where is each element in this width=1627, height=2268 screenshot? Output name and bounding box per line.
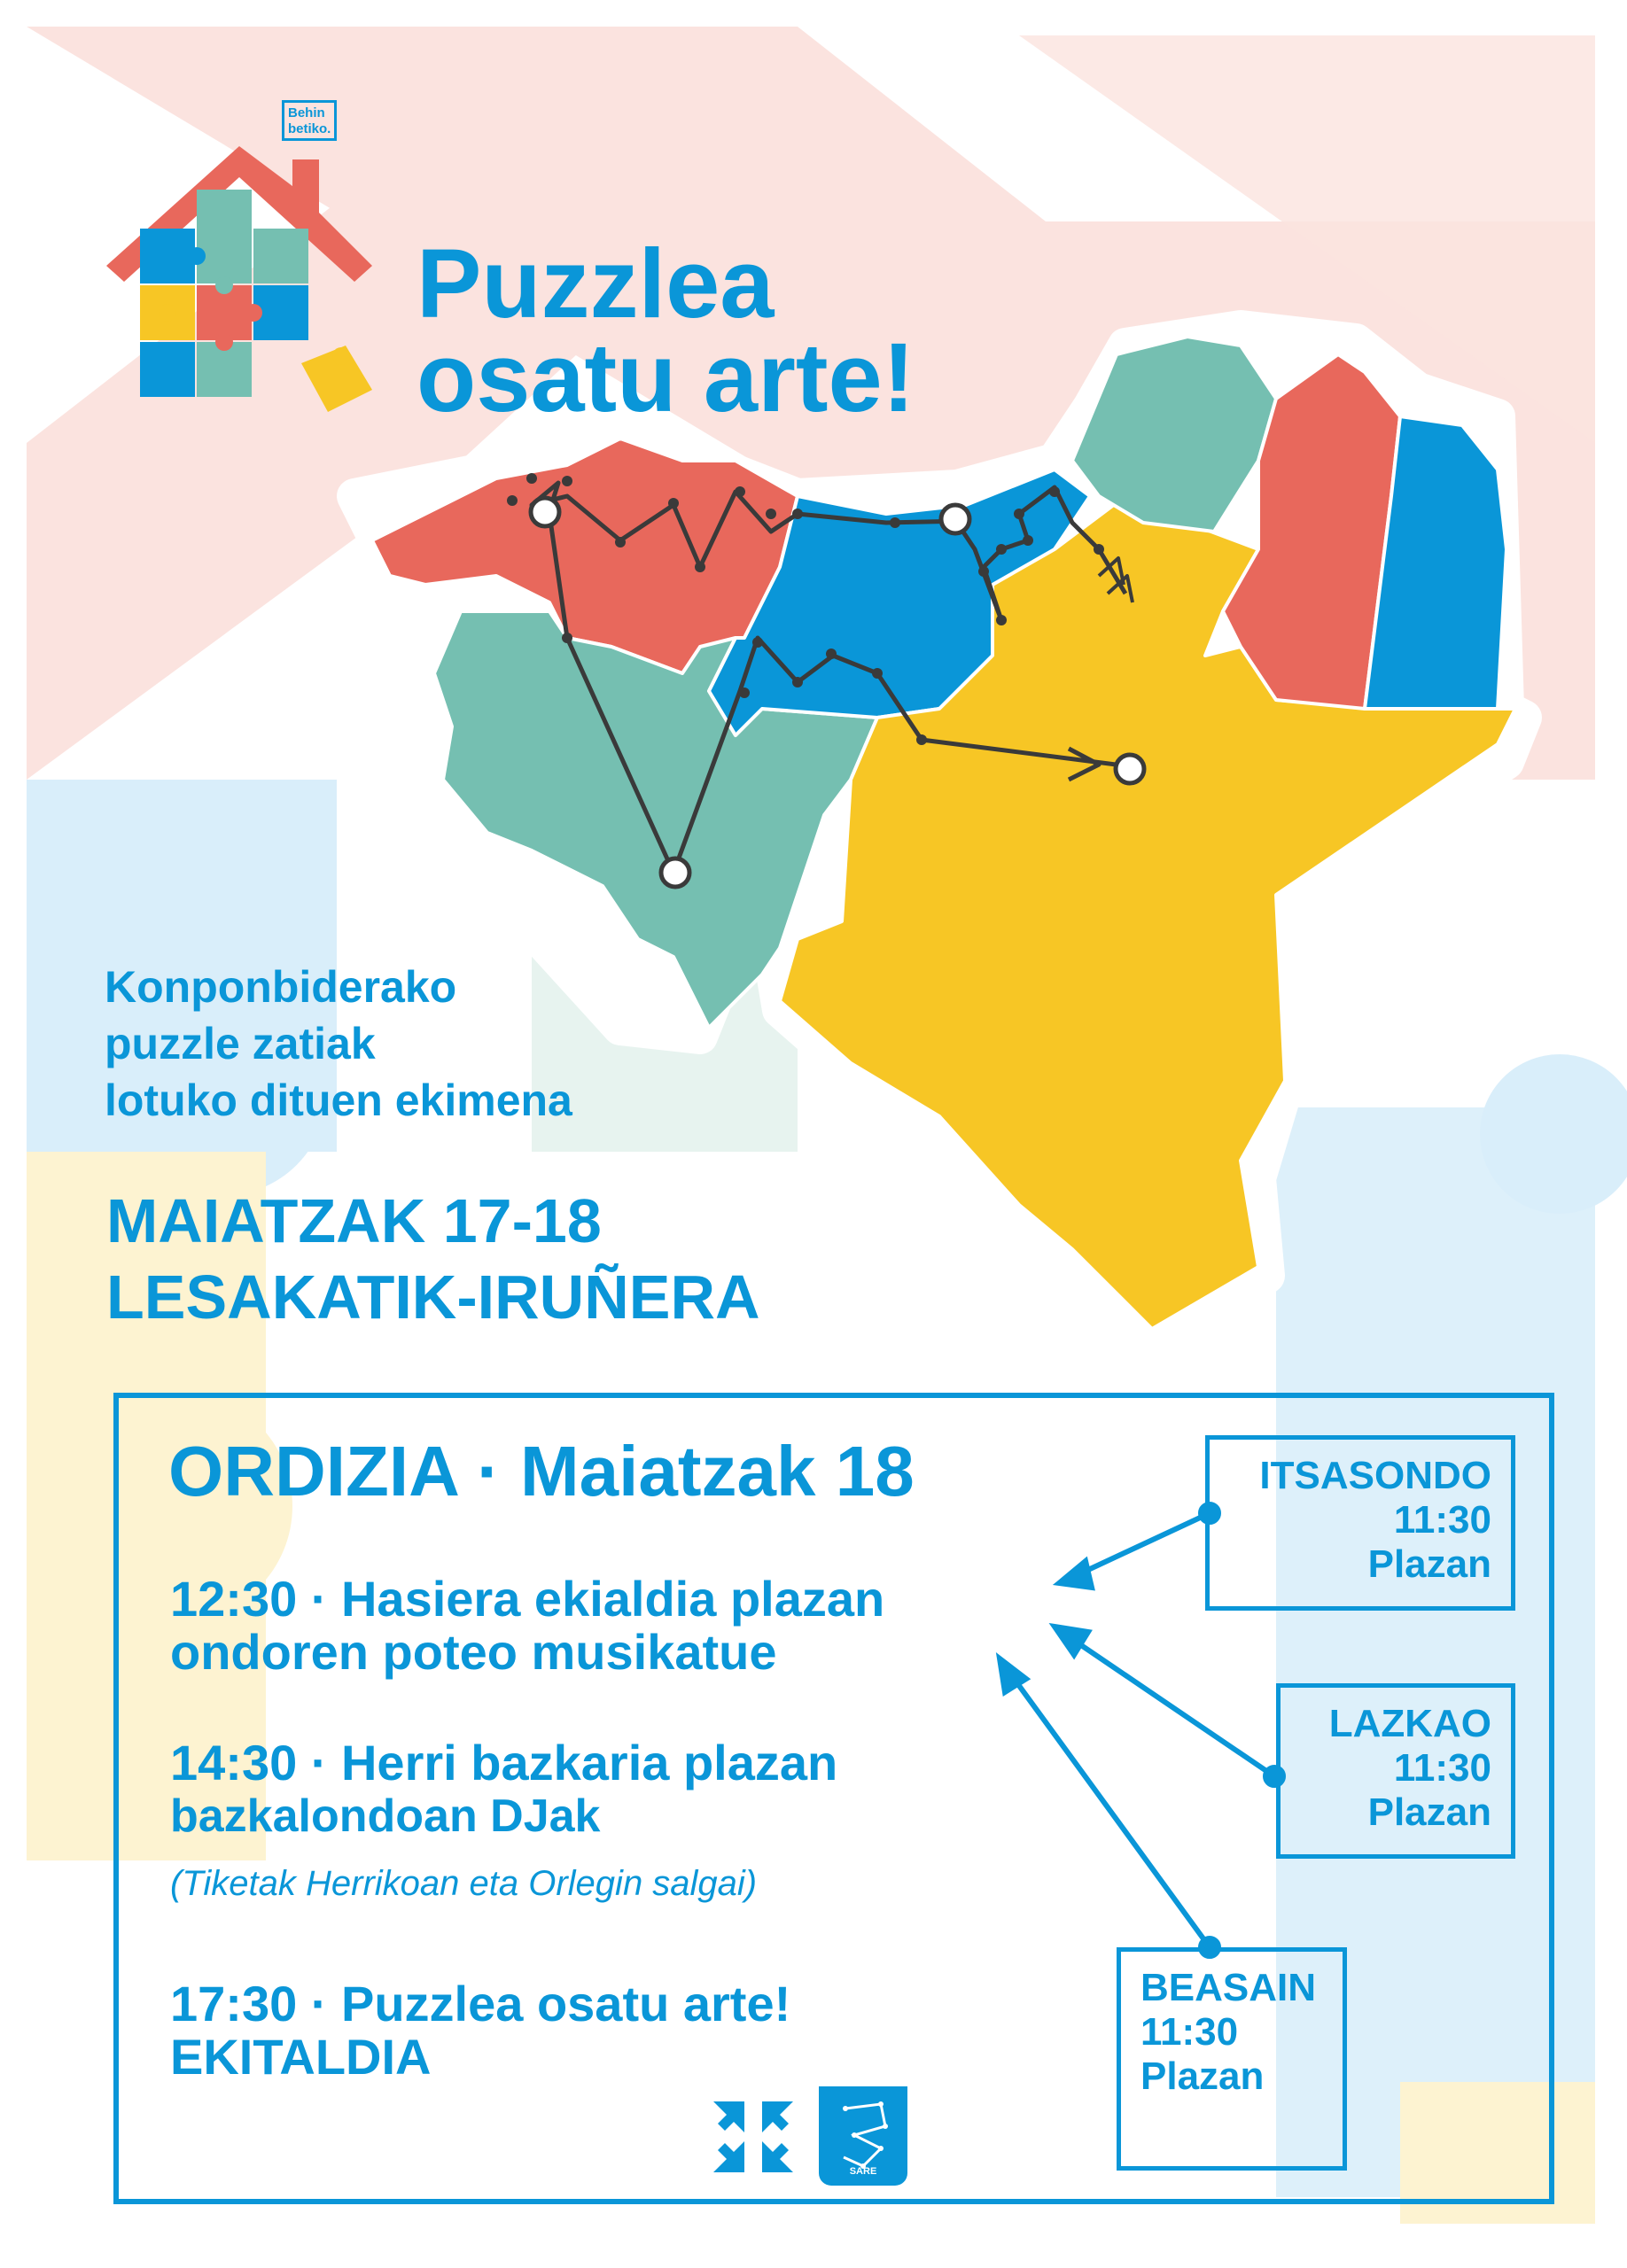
event-3-title: 17:30 · Puzzlea osatu arte! <box>170 1976 791 2031</box>
event-3 <box>170 1977 790 2084</box>
town-place: Plazan <box>1367 1542 1491 1586</box>
event-3-detail: EKITALDIA <box>170 2029 432 2085</box>
meeting-point-lazkao <box>1276 1683 1515 1859</box>
event-1 <box>170 1573 884 1679</box>
town-time: 11:30 <box>1393 1746 1491 1790</box>
dates-line-1: MAIATZAK 17-18 <box>106 1186 602 1255</box>
subtitle <box>105 959 572 1129</box>
town-name: ITSASONDO <box>1259 1454 1491 1497</box>
event-2-detail: bazkalondoan DJak <box>170 1790 601 1842</box>
town-place: Plazan <box>1367 1790 1491 1834</box>
poster-title <box>416 229 915 432</box>
title-line-2: osatu arte! <box>416 323 915 432</box>
program-heading: ORDIZIA · Maiatzak 18 <box>168 1432 915 1511</box>
event-2 <box>170 1736 837 1843</box>
town-time: 11:30 <box>1140 2010 1239 2054</box>
sare-label: SARE <box>849 2166 877 2177</box>
town-name: BEASAIN <box>1140 1966 1317 2009</box>
town-name: LAZKAO <box>1328 1702 1491 1745</box>
meeting-point-beasain <box>1117 1947 1347 2171</box>
event-2-title: 14:30 · Herri bazkaria plazan <box>170 1735 838 1790</box>
subtitle-line-1: Konponbiderako <box>105 962 457 1012</box>
town-time: 11:30 <box>1393 1498 1491 1542</box>
subtitle-line-2: puzzle zatiak <box>105 1019 376 1068</box>
dates-block <box>106 1183 760 1335</box>
subtitle-line-3: lotuko dituen ekimena <box>105 1076 572 1125</box>
title-line-1: Puzzlea <box>416 229 775 338</box>
event-1-title: 12:30 · Hasiera ekialdia plazan <box>170 1571 885 1627</box>
event-1-detail: ondoren poteo musikatue <box>170 1624 777 1680</box>
meeting-point-itsasondo <box>1205 1435 1515 1611</box>
town-place: Plazan <box>1140 2054 1265 2098</box>
dates-line-2: LESAKATIK-IRUÑERA <box>106 1262 760 1332</box>
behin-betiko-badge: Behin betiko. <box>282 100 337 141</box>
sare-logo <box>819 2086 907 2186</box>
ticket-note: (Tiketak Herrikoan eta Orlegin salgai) <box>170 1864 758 1903</box>
